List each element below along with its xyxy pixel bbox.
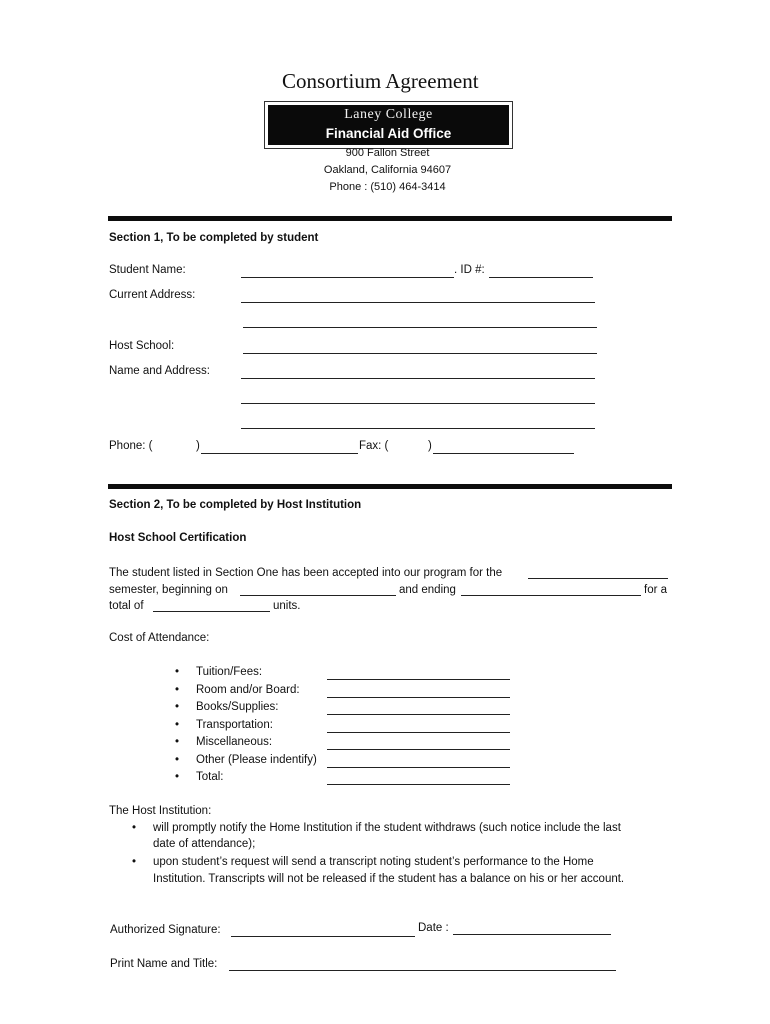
total-of-label: total of [109, 600, 144, 612]
other-field[interactable] [327, 767, 510, 768]
cost-heading: Cost of Attendance: [109, 632, 210, 644]
obligation-1-line-2: date of attendance); [153, 838, 256, 850]
student-id-label: . ID #: [454, 264, 485, 276]
phone-field[interactable] [201, 453, 358, 454]
section-divider [108, 484, 672, 489]
ending-label: and ending [399, 584, 456, 596]
cost-item-tuition: • Tuition/Fees: [196, 666, 262, 678]
units-label: units. [273, 600, 301, 612]
print-name-label: Print Name and Title: [110, 958, 218, 970]
host-institution-label: The Host Institution: [109, 805, 212, 817]
print-name-field[interactable] [229, 970, 616, 971]
date-label: Date : [418, 922, 449, 934]
logo-college-name: Laney College [344, 107, 433, 122]
student-name-label: Student Name: [109, 264, 186, 276]
address-street: 900 Fallon Street [345, 147, 430, 159]
total-field[interactable] [327, 784, 510, 785]
units-field[interactable] [153, 611, 270, 612]
section1-heading: Section 1, To be completed by student [109, 232, 319, 244]
name-address-field-3[interactable] [241, 428, 595, 429]
certification-heading: Host School Certification [109, 532, 247, 544]
obligation-1-line-1: • will promptly notify the Home Institution if the student withdraws (such notice include the last [153, 822, 621, 834]
host-school-field[interactable] [243, 353, 597, 354]
name-address-field-1[interactable] [241, 378, 595, 379]
phone-paren: ) [196, 440, 200, 452]
books-field[interactable] [327, 714, 510, 715]
semester-label: semester, beginning on [109, 584, 228, 596]
beginning-field[interactable] [240, 595, 396, 596]
cost-item-total: • Total: [196, 771, 224, 783]
cost-item-misc: • Miscellaneous: [196, 736, 272, 748]
student-name-field[interactable] [241, 277, 454, 278]
cost-item-room: • Room and/or Board: [196, 684, 300, 696]
address-city: Oakland, California 94607 [323, 164, 452, 176]
phone-label: Phone: ( [109, 440, 153, 452]
host-school-label: Host School: [109, 340, 175, 352]
fax-paren: ) [428, 440, 432, 452]
signature-field[interactable] [231, 936, 415, 937]
obligation-2-line-2: Institution. Transcripts will not be released if the student has a balance on his or her account. [153, 873, 625, 885]
page-title: Consortium Agreement [282, 69, 479, 93]
for-a-label: for a [644, 584, 668, 596]
address-phone: Phone : (510) 464-3414 [329, 181, 446, 193]
name-address-field-2[interactable] [241, 403, 595, 404]
cost-item-other: • Other (Please indentify) [196, 754, 317, 766]
college-logo [264, 101, 513, 149]
signature-label: Authorized Signature: [110, 924, 221, 936]
fax-field[interactable] [433, 453, 574, 454]
date-field[interactable] [453, 934, 611, 935]
section-divider [108, 216, 672, 221]
current-address-label: Current Address: [109, 289, 196, 301]
ending-field[interactable] [461, 595, 641, 596]
transportation-field[interactable] [327, 732, 510, 733]
obligation-2-line-1: • upon student’s request will send a transcript noting student’s performance to the Home [153, 856, 594, 868]
certification-text-1: The student listed in Section One has been accepted into our program for the [109, 567, 503, 579]
fax-label: Fax: ( [359, 440, 389, 452]
tuition-field[interactable] [327, 679, 510, 680]
misc-field[interactable] [327, 749, 510, 750]
cost-item-books: • Books/Supplies: [196, 701, 278, 713]
student-id-field[interactable] [489, 277, 593, 278]
name-address-label: Name and Address: [109, 365, 211, 377]
current-address-field-2[interactable] [243, 327, 597, 328]
room-field[interactable] [327, 697, 510, 698]
current-address-field-1[interactable] [241, 302, 595, 303]
cost-item-transportation: • Transportation: [196, 719, 273, 731]
logo-office-name: Financial Aid Office [325, 126, 452, 141]
program-field[interactable] [528, 578, 668, 579]
section2-heading: Section 2, To be completed by Host Institution [109, 499, 362, 511]
